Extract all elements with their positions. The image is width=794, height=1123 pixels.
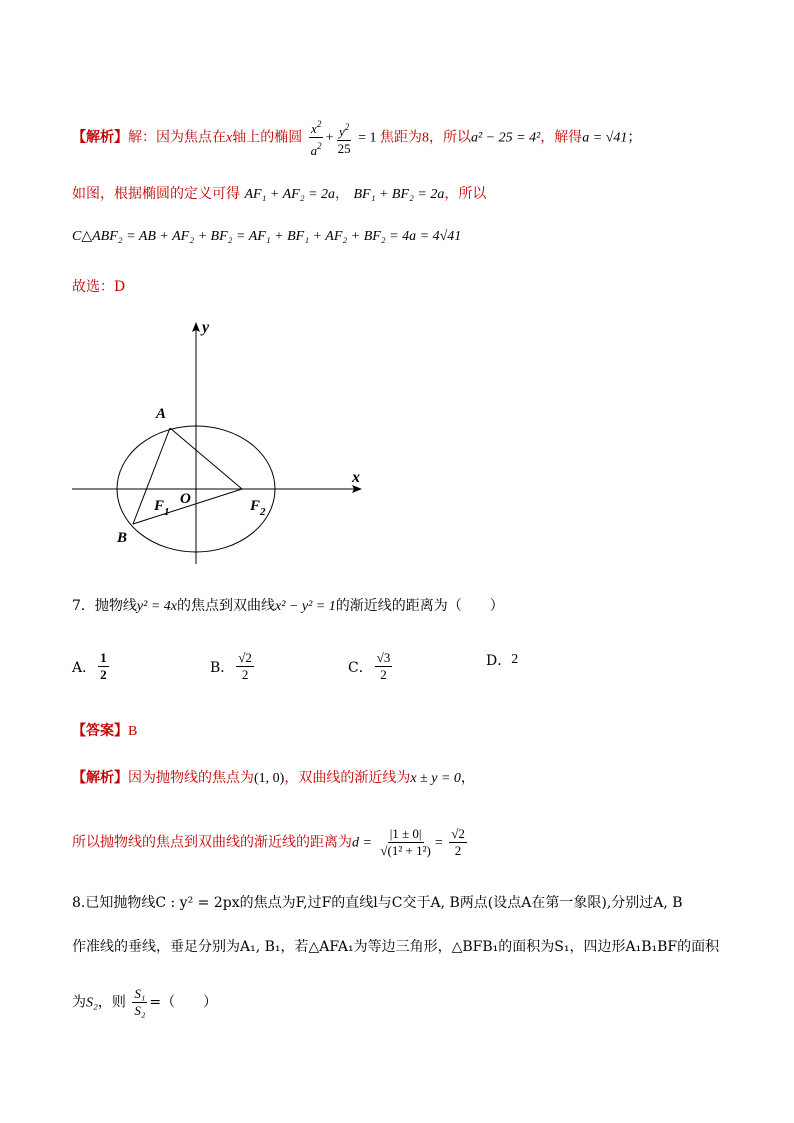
option-D[interactable] bbox=[486, 650, 518, 670]
hyperbola-eq: x² − y² = 1 bbox=[275, 599, 336, 614]
ellipse-fraction-y: $\frac{y^2}{25}$ bbox=[336, 119, 353, 157]
ellipse-figure bbox=[60, 310, 380, 570]
answer-choice: 故选：D bbox=[72, 279, 126, 295]
asymptote-eq: x ± y = 0 bbox=[410, 771, 461, 786]
equation-a-result: a = √41 bbox=[582, 130, 628, 146]
q8-text-a: 为 bbox=[72, 994, 86, 1011]
distance-fraction: $\frac{|1 \pm 0|}{\text{√(1² + 1²)}}$ bbox=[380, 826, 431, 858]
option-C-label: C． bbox=[348, 659, 373, 676]
focal-length: 8 bbox=[421, 130, 429, 146]
option-A-fraction: $\frac{1}{2}$ bbox=[100, 650, 107, 682]
separator: ， bbox=[335, 186, 350, 202]
q7-stem-b: 的焦点到双曲线 bbox=[177, 598, 275, 614]
question-8-line-3 bbox=[72, 986, 217, 1019]
ellipse-def-b: BF₁ + BF₂ = 2a bbox=[353, 187, 445, 202]
question-7 bbox=[72, 596, 504, 617]
area-ratio: $\frac{\text{S₁}}{\text{S₂}}$ bbox=[134, 986, 146, 1018]
s2-var: S₂ bbox=[86, 995, 98, 1011]
analysis-text-a: 解：因为焦点在 bbox=[128, 129, 226, 146]
perimeter-equation bbox=[72, 226, 461, 247]
analysis-end: ； bbox=[627, 129, 642, 146]
option-C[interactable] bbox=[348, 650, 394, 683]
option-D-value: 2 bbox=[511, 652, 519, 667]
analysis7-tag: 【解析】 bbox=[72, 770, 128, 786]
label-O: O bbox=[180, 491, 191, 507]
segment-AF2 bbox=[170, 428, 242, 489]
ellipse-def-a: AF₁ + AF₂ = 2a bbox=[244, 187, 336, 202]
label-F2: $F_2$ bbox=[250, 498, 266, 518]
analysis-text-b: 轴上的椭圆 bbox=[232, 129, 303, 146]
analysis-tag: 【解析】 bbox=[72, 129, 128, 146]
question-8-line-1: 8.已知抛物线C : y² = 2px的焦点为F,过F的直线l与C交于A, B两点(设点A在第一象限),分别过A, B bbox=[72, 895, 683, 911]
q8-text-b: ，则 bbox=[97, 994, 126, 1011]
label-B: B bbox=[117, 530, 128, 546]
option-A-label: A． bbox=[72, 659, 97, 676]
label-y: y bbox=[202, 319, 210, 336]
analysis7-end: ， bbox=[460, 770, 475, 786]
x-var: x bbox=[226, 130, 233, 146]
label-A: A bbox=[156, 406, 167, 422]
option-B-label: B． bbox=[210, 659, 235, 676]
q8-text-c: =（ ） bbox=[149, 994, 218, 1011]
analysis-7-line-2 bbox=[72, 826, 469, 859]
option-A[interactable] bbox=[72, 650, 111, 683]
analysis2-text-b: ，所以 bbox=[444, 186, 487, 202]
analysis-text-e: ，解得 bbox=[540, 129, 583, 146]
label-F1: $F_1$ bbox=[154, 498, 170, 518]
perimeter-eq-text: C△ABF₂ = AB + AF₂ + BF₂ = AF₁ + BF₁ + AF₂ + BF₂ = 4a = 4√41 bbox=[72, 229, 462, 244]
answer-tag: 【答案】 bbox=[72, 723, 128, 739]
q7-stem-a: 7．抛物线 bbox=[72, 598, 137, 614]
distance-result: $\frac{√2}{2}$ bbox=[451, 826, 465, 858]
answer-value: B bbox=[128, 724, 138, 739]
option-B-fraction: $\frac{√2}{2}$ bbox=[238, 650, 252, 682]
analysis-text-d: ，所以 bbox=[428, 129, 471, 146]
ellipse-fraction-x: $\frac{x^2}{a^2}$ bbox=[309, 116, 324, 159]
label-x: x bbox=[352, 469, 360, 486]
analysis2-text-a: 如图，根据椭圆的定义可得 bbox=[72, 186, 240, 202]
equals: = bbox=[434, 835, 443, 851]
equation-a: a² − 25 = 4² bbox=[470, 130, 541, 146]
analysis-text-c: 焦距为 bbox=[379, 129, 422, 146]
analysis7-text-a: 因为抛物线的焦点为 bbox=[128, 770, 254, 786]
question-8-line-2: 作准线的垂线，垂足分别为A₁, B₁，若△AFA₁为等边三角形，△BFB₁的面积为S₁，四边形A₁B₁BF的面积 bbox=[72, 939, 720, 955]
analysis7-text-b: ，双曲线的渐近线为 bbox=[284, 770, 411, 786]
analysis7-text-c: 所以抛物线的焦点到双曲线的渐近线的距离为 bbox=[72, 834, 352, 851]
option-C-fraction: $\frac{√3}{2}$ bbox=[376, 650, 391, 682]
answer-7 bbox=[72, 721, 137, 742]
q7-stem-c: 的渐近线的距离为（ ） bbox=[335, 598, 504, 614]
analysis-line-2 bbox=[72, 184, 486, 205]
analysis-line-1: 【解析】解：因为焦点在x轴上的椭圆 $\frac{x^2}{a^2}$ + $\frac{y^2}{25}$ = 1 焦距为8，所以a² − 25 = 4²，解得a = √41； bbox=[72, 116, 641, 159]
parabola-focus: (1, 0) bbox=[254, 771, 285, 786]
option-D-label: D． bbox=[486, 653, 512, 669]
option-B[interactable] bbox=[210, 650, 256, 683]
parabola-eq: y² = 4x bbox=[136, 599, 177, 614]
distance-var: d = bbox=[352, 835, 372, 851]
analysis-7-line-1 bbox=[72, 768, 475, 789]
